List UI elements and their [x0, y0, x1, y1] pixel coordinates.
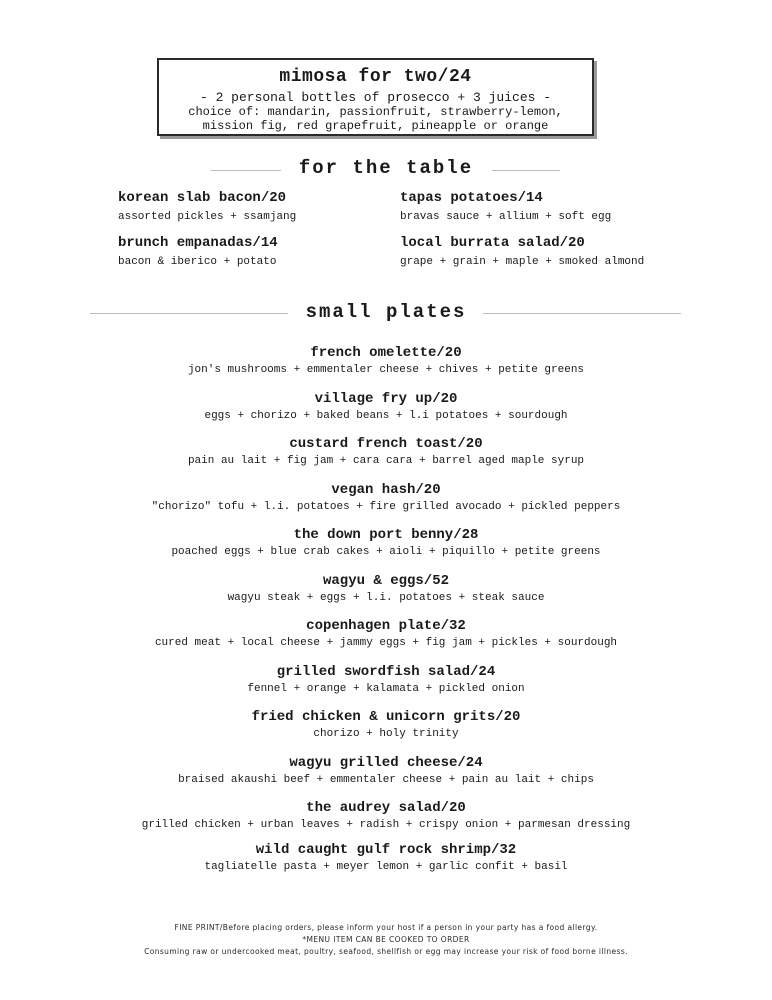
- menu-item-name: korean slab bacon/20: [118, 190, 287, 206]
- menu-item-description: bacon & iberico + potato: [118, 256, 277, 268]
- mimosa-choice-line-2: mission fig, red grapefruit, pineapple or orange: [202, 119, 549, 133]
- menu-item-description: assorted pickles + ssamjang: [118, 211, 297, 223]
- mimosa-subtitle: - 2 personal bottles of prosecco + 3 juices -: [199, 90, 552, 105]
- menu-item: [0, 842, 772, 873]
- mimosa-choice-line-1: choice of: mandarin, passionfruit, strawberry-lemon,: [188, 105, 563, 119]
- mimosa-title: mimosa for two/24: [279, 67, 472, 87]
- menu-item: [0, 618, 772, 649]
- menu-item: [0, 482, 772, 513]
- menu-item-description: chorizo + holy trinity: [313, 728, 459, 740]
- menu-item: [400, 190, 611, 223]
- menu-item: [0, 573, 772, 604]
- menu-item: [0, 345, 772, 376]
- menu-item-name: fried chicken & unicorn grits/20: [251, 709, 521, 725]
- section-heading-small-plates: small plates: [296, 301, 477, 323]
- fine-print-allergy: FINE PRINT/Before placing orders, please inform your host if a person in your party has a food allergy.: [174, 923, 598, 932]
- menu-item-name: custard french toast/20: [289, 436, 483, 452]
- menu-item-description: bravas sauce + allium + soft egg: [400, 211, 612, 223]
- fine-print-raw-warning: Consuming raw or undercooked meat, poultry, seafood, shellfish or egg may increase your risk of food borne illness.: [144, 947, 628, 956]
- menu-item-name: tapas potatoes/14: [400, 190, 543, 206]
- menu-item: [0, 391, 772, 422]
- menu-item-name: the audrey salad/20: [306, 800, 466, 816]
- menu-item-description: cured meat + local cheese + jammy eggs + fig jam + pickles + sourdough: [154, 637, 618, 649]
- menu-item-description: eggs + chorizo + baked beans + l.i potatoes + sourdough: [204, 410, 568, 422]
- menu-item: [400, 235, 644, 268]
- menu-item-name: wild caught gulf rock shrimp/32: [255, 842, 517, 858]
- menu-item: [0, 755, 772, 786]
- menu-item-name: village fry up/20: [314, 391, 458, 407]
- menu-item-name: vegan hash/20: [331, 482, 441, 498]
- mimosa-box: [157, 58, 594, 136]
- menu-item: [0, 527, 772, 558]
- menu-item-description: grape + grain + maple + smoked almond: [400, 256, 645, 268]
- menu-item-name: copenhagen plate/32: [306, 618, 466, 634]
- menu-item-name: grilled swordfish salad/24: [276, 664, 496, 680]
- section-heading-for-the-table: for the table: [289, 157, 483, 179]
- menu-item-description: tagliatelle pasta + meyer lemon + garlic confit + basil: [204, 861, 568, 873]
- menu-item-description: poached eggs + blue crab cakes + aioli + piquillo + petite greens: [171, 546, 601, 558]
- menu-item-name: brunch empanadas/14: [118, 235, 278, 251]
- menu-item: [118, 235, 278, 268]
- menu-item: [0, 436, 772, 467]
- fine-print: [0, 922, 772, 958]
- menu-item-description: pain au lait + fig jam + cara cara + barrel aged maple syrup: [187, 455, 585, 467]
- fine-print-cooked-to-order: *MENU ITEM CAN BE COOKED TO ORDER: [302, 935, 470, 944]
- menu-item-description: grilled chicken + urban leaves + radish + crispy onion + parmesan dressing: [141, 819, 631, 831]
- section-heading-row-for-the-table: [0, 157, 772, 179]
- section-heading-row-small-plates: [0, 301, 772, 323]
- menu-item: [0, 800, 772, 831]
- menu-item-description: fennel + orange + kalamata + pickled onion: [247, 683, 525, 695]
- menu-item-description: braised akaushi beef + emmentaler cheese + pain au lait + chips: [178, 774, 594, 786]
- menu-item: [118, 190, 296, 223]
- menu-item-name: french omelette/20: [310, 345, 462, 361]
- menu-item-description: "chorizo" tofu + l.i. potatoes + fire grilled avocado + pickled peppers: [151, 501, 621, 513]
- menu-item-description: wagyu steak + eggs + l.i. potatoes + steak sauce: [227, 592, 545, 604]
- menu-item-name: wagyu & eggs/52: [322, 573, 450, 589]
- menu-item-name: local burrata salad/20: [400, 235, 585, 251]
- menu-item-name: the down port benny/28: [293, 527, 479, 543]
- menu-item-name: wagyu grilled cheese/24: [289, 755, 483, 771]
- menu-item: [0, 664, 772, 695]
- menu-item: [0, 709, 772, 740]
- menu-item-description: jon's mushrooms + emmentaler cheese + chives + petite greens: [187, 364, 585, 376]
